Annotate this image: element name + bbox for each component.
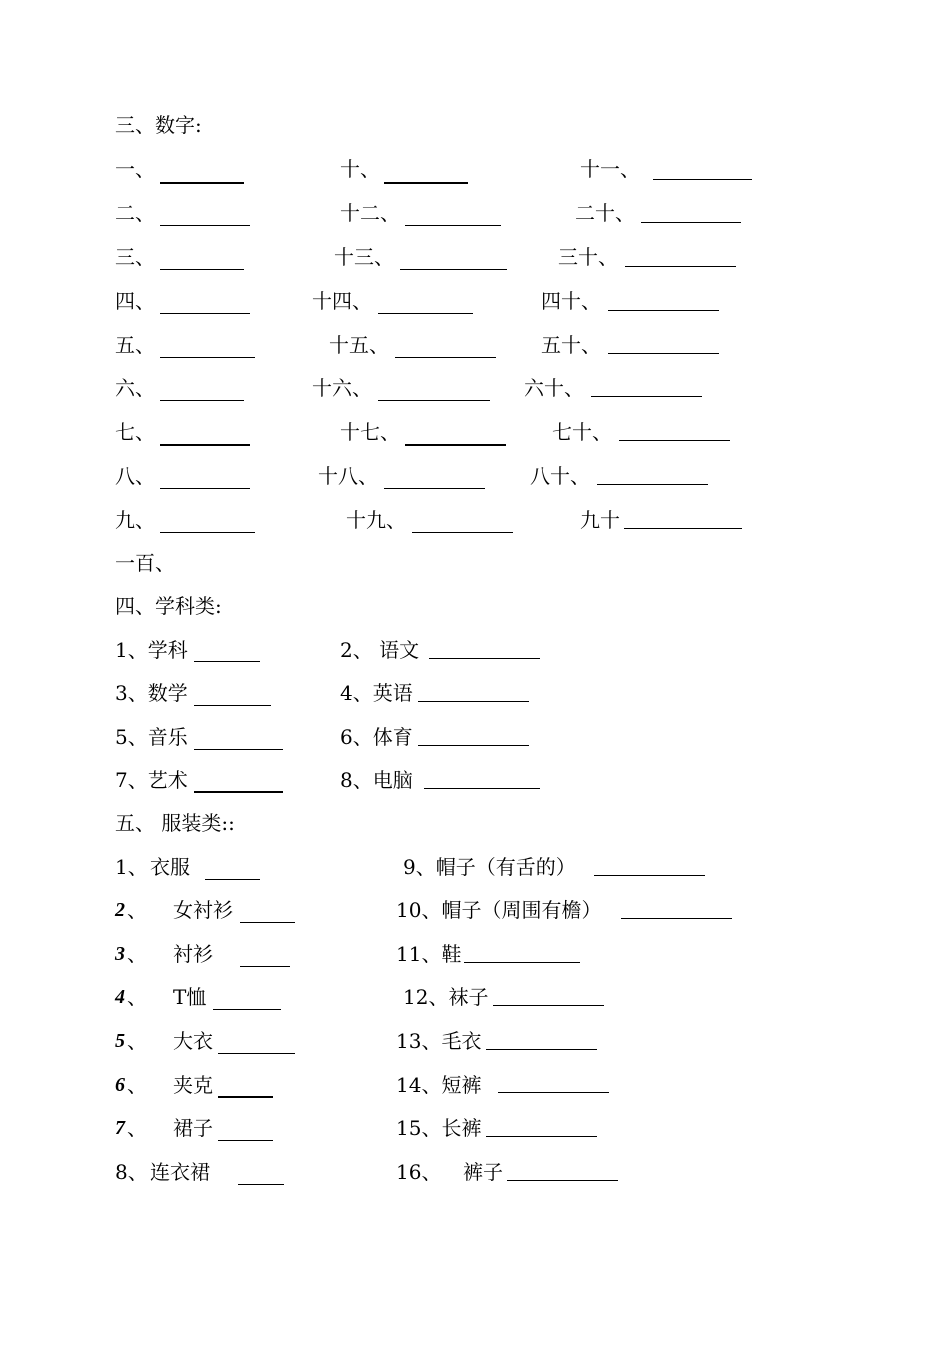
answer-blank[interactable] [594,875,705,876]
clothing-number-3: 3 [115,943,125,965]
answer-blank[interactable] [418,745,529,746]
answer-blank[interactable] [160,532,255,533]
answer-blank[interactable] [653,179,752,180]
answer-blank[interactable] [400,269,507,270]
clothing-label-6: 夹克 [173,1073,213,1097]
clothing-item-11: 11、鞋 [396,942,462,966]
clothing-number-2: 2 [115,899,125,921]
answer-blank[interactable] [160,400,244,401]
number-item-40: 四十、 [541,289,601,313]
clothing-number-sep: 、 [127,898,147,922]
clothing-number-sep: 、 [127,1029,147,1053]
clothing-number-16: 16、 [396,1160,442,1184]
clothing-item-14: 14、短裤 [396,1073,482,1097]
answer-blank[interactable] [240,966,290,967]
answer-blank[interactable] [213,1009,281,1010]
answer-blank[interactable] [405,225,501,226]
answer-blank[interactable] [160,488,250,489]
answer-blank[interactable] [619,440,730,441]
number-item-5: 五、 [115,333,155,357]
clothing-number-sep: 、 [127,942,147,966]
answer-blank[interactable] [218,1053,295,1054]
answer-blank[interactable] [464,962,580,963]
number-item-4: 四、 [115,289,155,313]
answer-blank[interactable] [405,444,506,446]
subject-item-1: 1、学科 [115,638,188,662]
number-item-13: 十三、 [334,245,394,269]
answer-blank[interactable] [194,791,283,793]
answer-blank[interactable] [418,701,529,702]
answer-blank[interactable] [194,661,260,662]
clothing-item-9: 9、帽子（有舌的） [403,855,576,879]
clothing-number-sep: 、 [127,985,147,1009]
answer-blank[interactable] [194,749,283,750]
answer-blank[interactable] [378,400,490,401]
number-item-30: 三十、 [558,245,618,269]
section-5-title: 五、 服装类:: [115,811,235,835]
clothing-item-12: 12、袜子 [403,985,489,1009]
clothing-number-8: 8、 [115,1160,148,1184]
subject-item-7: 7、艺术 [115,768,188,792]
answer-blank[interactable] [384,182,468,184]
answer-blank[interactable] [240,922,295,923]
clothing-label-3: 衬衫 [173,942,213,966]
answer-blank[interactable] [641,222,741,223]
number-item-90: 九十 [580,508,620,532]
number-item-60: 六十、 [524,376,584,400]
answer-blank[interactable] [624,528,742,529]
answer-blank[interactable] [395,357,496,358]
number-item-3: 三、 [115,245,155,269]
subject-item-4: 4、英语 [340,681,413,705]
number-item-100: 一百、 [115,551,175,575]
number-item-19: 十九、 [346,508,406,532]
number-item-18: 十八、 [318,464,378,488]
answer-blank[interactable] [205,879,260,880]
section-4-title: 四、学科类: [115,594,222,618]
clothing-number-6: 6 [115,1074,125,1096]
clothing-label-8: 连衣裙 [150,1160,210,1184]
section-3-title: 三、数字: [115,113,202,137]
answer-blank[interactable] [238,1184,284,1185]
answer-blank[interactable] [493,1005,604,1006]
subject-item-3: 3、数学 [115,681,188,705]
clothing-label-16: 裤子 [463,1160,503,1184]
clothing-item-13: 13、毛衣 [396,1029,482,1053]
clothing-number-5: 5 [115,1030,125,1052]
answer-blank[interactable] [378,313,473,314]
subject-item-6: 6、体育 [340,725,413,749]
answer-blank[interactable] [160,357,255,358]
number-item-11: 十一、 [580,157,640,181]
clothing-label-7: 裙子 [173,1116,213,1140]
answer-blank[interactable] [412,532,513,533]
answer-blank[interactable] [160,269,244,270]
answer-blank[interactable] [160,182,244,184]
number-item-2: 二、 [115,201,155,225]
subject-item-5: 5、音乐 [115,725,188,749]
answer-blank[interactable] [507,1180,618,1181]
answer-blank[interactable] [218,1140,273,1141]
answer-blank[interactable] [591,396,702,397]
clothing-label-2: 女衬衫 [173,898,233,922]
number-item-14: 十四、 [312,289,372,313]
clothing-number-sep: 、 [127,1073,147,1097]
number-item-10: 十、 [340,157,380,181]
answer-blank[interactable] [429,658,540,659]
number-item-7: 七、 [115,420,155,444]
clothing-label-1: 衣服 [150,855,190,879]
answer-blank[interactable] [424,788,540,789]
number-item-6: 六、 [115,376,155,400]
answer-blank[interactable] [621,918,732,919]
answer-blank[interactable] [384,488,485,489]
number-item-1: 一、 [115,157,155,181]
answer-blank[interactable] [218,1096,273,1098]
answer-blank[interactable] [160,225,250,226]
clothing-item-15: 15、长裤 [396,1116,482,1140]
answer-blank[interactable] [194,705,271,706]
answer-blank[interactable] [486,1136,597,1137]
number-item-16: 十六、 [312,376,372,400]
clothing-label-5: 大衣 [173,1029,213,1053]
clothing-item-10: 10、帽子（周围有檐） [396,898,602,922]
number-item-9: 九、 [115,508,155,532]
clothing-number-sep: 、 [127,1116,147,1140]
clothing-number-7: 7 [115,1117,125,1139]
answer-blank[interactable] [625,266,736,267]
number-item-15: 十五、 [329,333,389,357]
answer-blank[interactable] [486,1049,597,1050]
answer-blank[interactable] [160,313,250,314]
clothing-number-4: 4 [115,986,125,1008]
number-item-20: 二十、 [575,201,635,225]
answer-blank[interactable] [498,1092,609,1093]
clothing-number-1: 1、 [115,855,148,879]
subject-item-8: 8、电脑 [340,768,413,792]
answer-blank[interactable] [608,353,719,354]
answer-blank[interactable] [160,444,250,446]
clothing-label-4: T恤 [173,985,207,1009]
subject-item-2: 2、 语文 [340,638,420,662]
number-item-50: 五十、 [541,333,601,357]
number-item-12: 十二、 [340,201,400,225]
answer-blank[interactable] [608,310,719,311]
number-item-17: 十七、 [340,420,400,444]
answer-blank[interactable] [597,484,708,485]
number-item-70: 七十、 [552,420,612,444]
number-item-8: 八、 [115,464,155,488]
number-item-80: 八十、 [530,464,590,488]
